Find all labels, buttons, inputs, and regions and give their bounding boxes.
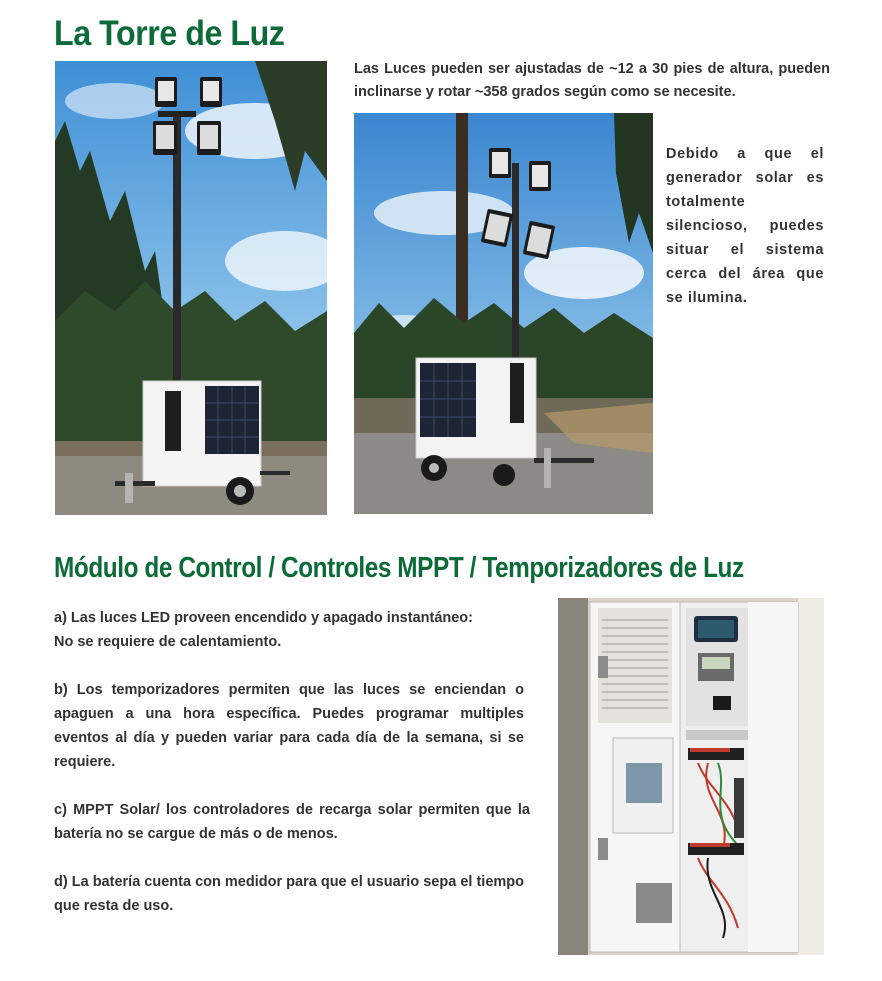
section-title-light-tower: La Torre de Luz bbox=[54, 14, 285, 53]
feature-a-line1: a) Las luces LED proveen encendido y apagado instantáneo: bbox=[54, 610, 473, 626]
light-tower-photo-side bbox=[354, 113, 653, 514]
feature-battery-meter: d) La batería cuenta con medidor para que el usuario sepa el tiempo que resta de uso. bbox=[54, 874, 524, 914]
intro-text: Las Luces pueden ser ajustadas de ~12 a 30 pies de altura, pueden inclinarse y rotar ~358 grados según como se necesite. bbox=[354, 61, 830, 100]
feature-a-line2: No se requiere de calentamiento. bbox=[54, 634, 282, 650]
feature-timers: b) Los temporizadores permiten que las luces se enciendan o apaguen a una hora específica. Puedes programar multiples eventos al día y pueden variar para cada día de la semana, si se requiere. bbox=[54, 682, 524, 770]
control-cabinet-photo bbox=[558, 598, 824, 955]
feature-mppt-controllers: c) MPPT Solar/ los controladores de recarga solar permiten que la batería no se cargue de más o de menos. bbox=[54, 802, 530, 842]
section-title-control-module: Módulo de Control / Controles MPPT / Temporizadores de Luz bbox=[54, 552, 744, 584]
silent-generator-text: Debido a que el generador solar es totalmente silencioso, puedes situar el sistema cerca del área que se ilumina. bbox=[666, 146, 824, 306]
feature-led-instant-on bbox=[54, 606, 524, 654]
light-tower-photo-front bbox=[55, 61, 327, 515]
